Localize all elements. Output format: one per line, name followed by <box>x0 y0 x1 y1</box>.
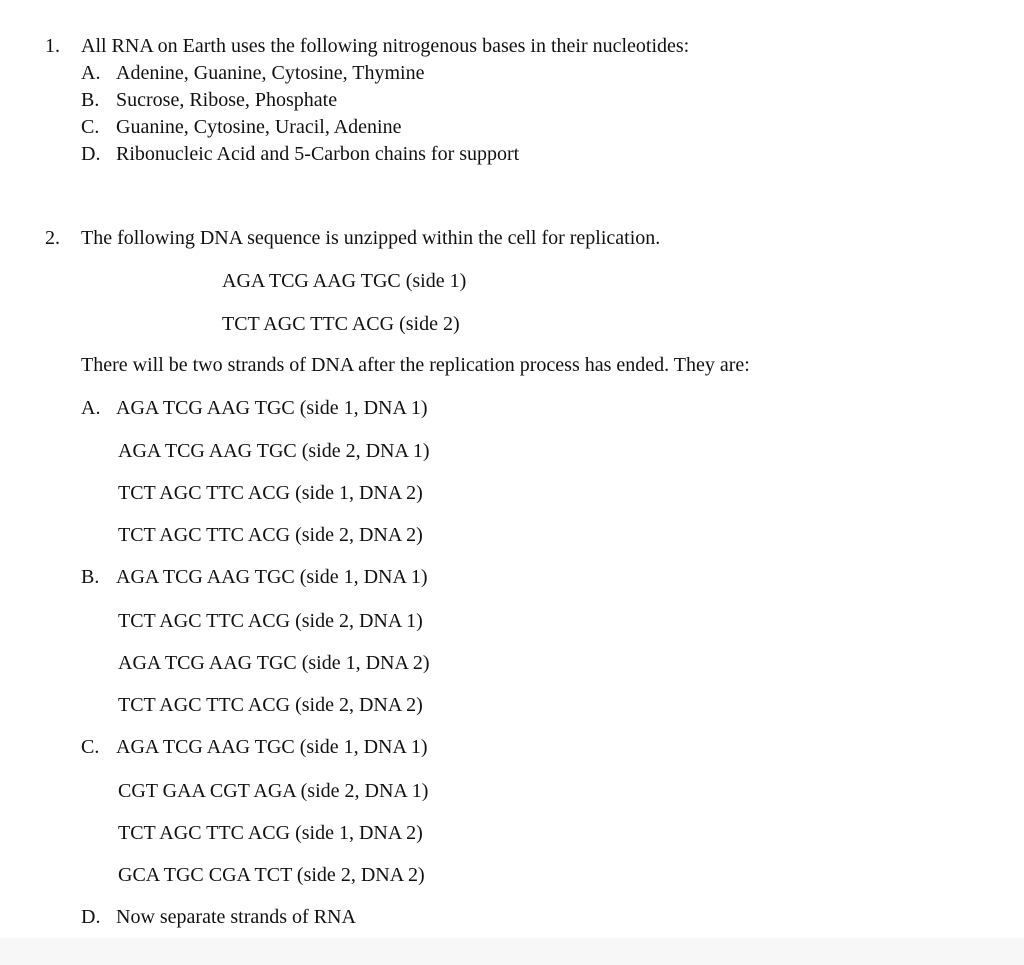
q2-option-d-line: Now separate strands of RNA <box>116 906 356 928</box>
q2-option-b-line: TCT AGC TTC ACG (side 2, DNA 1) <box>118 610 423 632</box>
question-1-number: 1. <box>45 35 60 57</box>
q2-option-b-line: AGA TCG AAG TGC (side 1, DNA 1) <box>116 566 428 588</box>
q2-option-c-line: GCA TGC CGA TCT (side 2, DNA 2) <box>118 864 425 886</box>
q1-option-d-text: Ribonucleic Acid and 5-Carbon chains for support <box>116 143 520 165</box>
dna-sequence-side-2: TCT AGC TTC ACG (side 2) <box>222 313 460 335</box>
q2-option-b-line: TCT AGC TTC ACG (side 2, DNA 2) <box>118 694 423 716</box>
question-2-number: 2. <box>45 227 60 249</box>
q1-option-d-letter: D. <box>81 143 101 165</box>
q2-option-c-line: TCT AGC TTC ACG (side 1, DNA 2) <box>118 822 423 844</box>
q1-option-b-letter: B. <box>81 89 100 111</box>
question-1-text: All RNA on Earth uses the following nitrogenous bases in their nucleotides: <box>81 35 690 57</box>
q1-option-b-text: Sucrose, Ribose, Phosphate <box>116 89 338 111</box>
q2-option-a-line: AGA TCG AAG TGC (side 1, DNA 1) <box>116 397 428 419</box>
q1-option-a-text: Adenine, Guanine, Cytosine, Thymine <box>116 62 425 84</box>
q1-option-c-letter: C. <box>81 116 100 138</box>
dna-sequence-side-1: AGA TCG AAG TGC (side 1) <box>222 270 467 292</box>
q2-option-c-line: AGA TCG AAG TGC (side 1, DNA 1) <box>116 736 428 758</box>
q2-option-b-letter: B. <box>81 566 100 588</box>
q2-option-a-line: AGA TCG AAG TGC (side 2, DNA 1) <box>118 440 430 462</box>
q1-option-a-letter: A. <box>81 62 101 84</box>
q2-option-b-line: AGA TCG AAG TGC (side 1, DNA 2) <box>118 652 430 674</box>
q1-option-c-text: Guanine, Cytosine, Uracil, Adenine <box>116 116 402 138</box>
q2-option-c-line: CGT GAA CGT AGA (side 2, DNA 1) <box>118 780 429 802</box>
question-2-text: The following DNA sequence is unzipped within the cell for replication. <box>81 227 661 249</box>
q2-option-c-letter: C. <box>81 736 100 758</box>
q2-option-a-line: TCT AGC TTC ACG (side 1, DNA 2) <box>118 482 423 504</box>
question-2-prompt: There will be two strands of DNA after the replication process has ended. They are: <box>81 354 750 376</box>
page-bottom-edge <box>0 938 1024 965</box>
q2-option-d-letter: D. <box>81 906 101 928</box>
q2-option-a-letter: A. <box>81 397 101 419</box>
q2-option-a-line: TCT AGC TTC ACG (side 2, DNA 2) <box>118 524 423 546</box>
